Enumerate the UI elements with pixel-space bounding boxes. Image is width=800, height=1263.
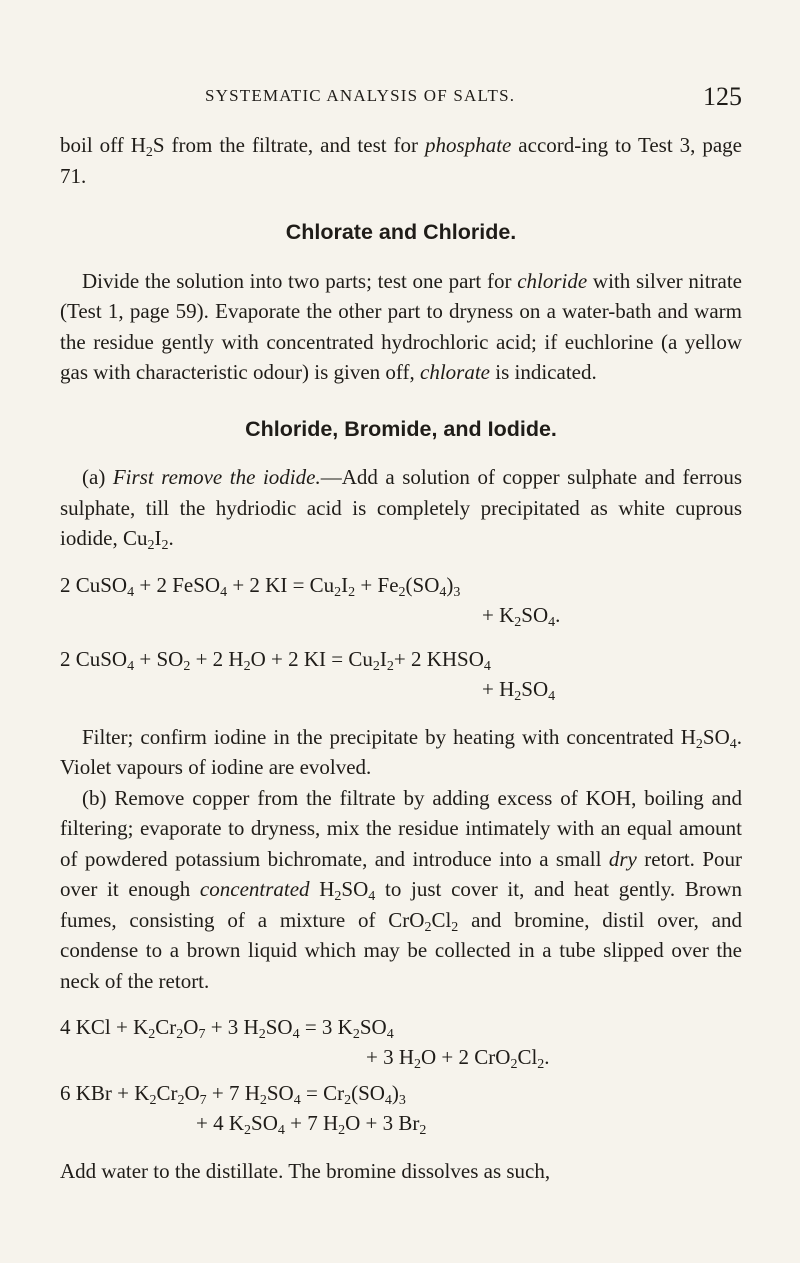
running-head: SYSTEMATIC ANALYSIS OF SALTS. bbox=[205, 86, 516, 105]
paragraph-b: (b) Remove copper from the filtrate by adding excess of KOH, boiling and filtering; evaporate to dryness, mix the residue intimately with an equal amount of powdered potassium bichromate, and introduce into a small dry retort. Pour over it enough concentrated $H_2SO_4$ to just cover it, and heat gently. Brown fumes, consisting of a mixture of $CrO_2Cl_2$ and bromine, distil over, and condense to a brown liquid which may be collected in a tube slipped over the neck of the retort. bbox=[60, 785, 743, 993]
paragraph-intro: boil off $H_2S$ from the filtrate, and test for phosphate accord-ing to Test 3, page 71. bbox=[60, 133, 743, 188]
paragraph-last: Add water to the distillate. The bromine dissolves as such, bbox=[60, 1159, 551, 1183]
paragraph-chlorate: Divide the solution into two parts; test one part for chloride with silver nitrate (Test 1, page 59). Evaporate the other part to dryness on a water-bath and warm the residue gently with concentrated hydrochloric acid; if euchlorine (a yellow gas with characteristic odour) is given off, chlorate is indicated. bbox=[60, 268, 742, 384]
paragraph-a: (a) First remove the iodide.—Add a solution of copper sulphate and ferrous sulphate, till the hydriodic acid is completely precipitated as white cuprous iodide, $Cu_2I_2$. bbox=[60, 465, 742, 553]
page-number: 125 bbox=[703, 82, 742, 111]
heading-chlorate-chloride: Chlorate and Chloride. bbox=[285, 220, 517, 244]
equation-4: 6 KBr + $K_2Cr_2O_7 + 7$ $H_2SO_4 = Cr_2(SO_4)_3$ + 4 $K_2SO_4 + 7$ $H_2O + 3$ $Br_2$ bbox=[60, 1081, 427, 1138]
heading-chloride-bromide-iodide: Chloride, Bromide, and Iodide. bbox=[245, 416, 557, 441]
paragraph-filter: Filter; confirm iodine in the precipitate by heating with concentrated $H_2SO_4$. Violet vapours of iodine are evolved. bbox=[60, 724, 742, 779]
equation-1: 2 CuSO$_4$ + 2 FeSO$_4$ + 2 KI = $Cu_2I_2 + Fe_2(SO_4)_3$ + $K_2SO_4$. bbox=[60, 572, 561, 630]
page-body bbox=[60, 130, 742, 1187]
equation-2: 2 CuSO$_4$ + $SO_2 + 2$ $H_2O + 2$ KI = $Cu_2I_2+ 2$ $KHSO_4$ + $H_2SO_4$ bbox=[60, 646, 556, 704]
equation-3: 4 KCl + $K_2Cr_2O_7 + 3$ $H_2SO_4 = 3$ $K_2SO_4$ + 3 $H_2O + 2$ $CrO_2Cl_2$. bbox=[60, 1015, 550, 1072]
page-header bbox=[0, 82, 800, 114]
